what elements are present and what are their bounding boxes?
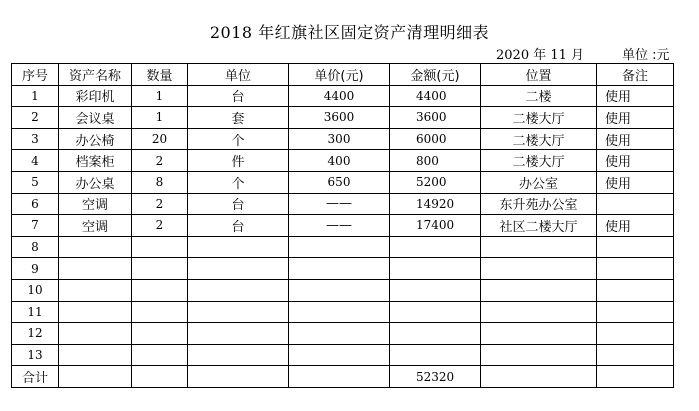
cell-price: [289, 301, 390, 323]
cell-price: 650: [289, 171, 390, 193]
table-row: [12, 236, 674, 258]
cell-amount: [390, 301, 481, 323]
cell-qty: [132, 344, 188, 366]
cell-location: [481, 258, 597, 280]
cell-qty: [132, 258, 188, 280]
cell-price: 3600: [289, 107, 390, 129]
cell-unit: 个: [188, 128, 289, 150]
cell-name: 会议桌: [59, 107, 132, 129]
cell-no: 7: [12, 215, 59, 237]
document-title: 2018 年红旗社区固定资产清理明细表: [209, 23, 490, 42]
cell-no: 2: [12, 107, 59, 129]
cell-qty: 1: [132, 107, 188, 129]
table-row: [12, 193, 674, 215]
cell-amount: [390, 258, 481, 280]
header-cell-price: 单价(元): [289, 64, 390, 86]
cell-no: 5: [12, 171, 59, 193]
cell-unit: [188, 279, 289, 301]
cell-amount: 14920: [390, 193, 481, 215]
cell-amount: 5200: [390, 171, 481, 193]
cell-note: 使用: [597, 107, 674, 129]
cell-qty: 2: [132, 193, 188, 215]
cell-note: [597, 344, 674, 366]
cell-location: 办公室: [481, 171, 597, 193]
total-cell-price: [289, 366, 390, 388]
cell-unit: [188, 301, 289, 323]
cell-note: [597, 258, 674, 280]
cell-note: [597, 323, 674, 345]
cell-no: 8: [12, 236, 59, 258]
table-row: [12, 301, 674, 323]
header-cell-name: 资产名称: [59, 64, 132, 86]
cell-name: 档案柜: [59, 150, 132, 172]
header-cell-no: 序号: [12, 64, 59, 86]
cell-note: 使用: [597, 85, 674, 107]
cell-qty: [132, 301, 188, 323]
total-cell-note: [597, 366, 674, 388]
cell-location: [481, 344, 597, 366]
cell-unit: [188, 344, 289, 366]
cell-price: [289, 236, 390, 258]
cell-note: 使用: [597, 171, 674, 193]
cell-name: 空调: [59, 193, 132, 215]
cell-name: 办公椅: [59, 128, 132, 150]
cell-qty: 2: [132, 215, 188, 237]
header-cell-amount: 金额(元): [390, 64, 481, 86]
cell-unit: 套: [188, 107, 289, 129]
total-cell-unit: [188, 366, 289, 388]
cell-location: [481, 236, 597, 258]
total-row: [12, 366, 674, 388]
table-row: [12, 150, 674, 172]
cell-amount: 17400: [390, 215, 481, 237]
header-cell-location: 位置: [481, 64, 597, 86]
cell-qty: 8: [132, 171, 188, 193]
cell-location: 二楼大厅: [481, 107, 597, 129]
cell-amount: [390, 323, 481, 345]
cell-unit: 台: [188, 85, 289, 107]
cell-name: 办公桌: [59, 171, 132, 193]
cell-location: 社区二楼大厅: [481, 215, 597, 237]
header-cell-unit: 单位: [188, 64, 289, 86]
cell-no: 10: [12, 279, 59, 301]
table-row: [12, 215, 674, 237]
cell-name: 空调: [59, 215, 132, 237]
cell-qty: 1: [132, 85, 188, 107]
cell-note: [597, 279, 674, 301]
cell-note: [597, 236, 674, 258]
table-row: [12, 279, 674, 301]
total-cell-name: [59, 366, 132, 388]
cell-no: 13: [12, 344, 59, 366]
header-cell-qty: 数量: [132, 64, 188, 86]
cell-name: [59, 301, 132, 323]
header-row: [12, 64, 674, 86]
cell-qty: [132, 279, 188, 301]
cell-price: ——: [289, 193, 390, 215]
cell-price: [289, 344, 390, 366]
cell-price: 4400: [289, 85, 390, 107]
cell-qty: [132, 323, 188, 345]
cell-unit: [188, 236, 289, 258]
header-cell-note: 备注: [597, 64, 674, 86]
cell-unit: [188, 323, 289, 345]
cell-no: 6: [12, 193, 59, 215]
cell-name: 彩印机: [59, 85, 132, 107]
total-cell-qty: [132, 366, 188, 388]
cell-amount: [390, 279, 481, 301]
cell-note: 使用: [597, 150, 674, 172]
cell-price: [289, 323, 390, 345]
asset-table: [11, 63, 674, 388]
cell-unit: 件: [188, 150, 289, 172]
cell-name: [59, 344, 132, 366]
cell-location: 东升苑办公室: [481, 193, 597, 215]
cell-note: [597, 193, 674, 215]
cell-amount: 3600: [390, 107, 481, 129]
cell-unit: 个: [188, 171, 289, 193]
table-row: [12, 258, 674, 280]
cell-no: 12: [12, 323, 59, 345]
cell-location: 二楼大厅: [481, 128, 597, 150]
cell-location: 二楼: [481, 85, 597, 107]
cell-price: [289, 279, 390, 301]
cell-price: [289, 258, 390, 280]
cell-amount: 4400: [390, 85, 481, 107]
cell-price: 400: [289, 150, 390, 172]
cell-name: [59, 279, 132, 301]
cell-location: [481, 301, 597, 323]
cell-unit: 台: [188, 215, 289, 237]
total-section: [12, 366, 674, 388]
cell-no: 4: [12, 150, 59, 172]
cell-no: 1: [12, 85, 59, 107]
table-row: [12, 344, 674, 366]
cell-amount: 800: [390, 150, 481, 172]
cell-no: 9: [12, 258, 59, 280]
currency-unit: 单位 :元: [622, 48, 670, 63]
cell-unit: [188, 258, 289, 280]
cell-qty: 2: [132, 150, 188, 172]
cell-qty: 20: [132, 128, 188, 150]
cell-price: 300: [289, 128, 390, 150]
cell-note: [597, 301, 674, 323]
table-row: [12, 323, 674, 345]
cell-location: [481, 323, 597, 345]
cell-note: 使用: [597, 128, 674, 150]
table-row: [12, 171, 674, 193]
cell-amount: [390, 344, 481, 366]
cell-location: 二楼大厅: [481, 150, 597, 172]
table-row: [12, 85, 674, 107]
asset-table-body: [12, 64, 674, 366]
cell-name: [59, 258, 132, 280]
cell-note: 使用: [597, 215, 674, 237]
cell-unit: 台: [188, 193, 289, 215]
table-row: [12, 128, 674, 150]
cell-qty: [132, 236, 188, 258]
cell-no: 3: [12, 128, 59, 150]
cell-amount: 6000: [390, 128, 481, 150]
cell-name: [59, 236, 132, 258]
cell-price: ——: [289, 215, 390, 237]
cell-name: [59, 323, 132, 345]
total-label: 合计: [12, 366, 59, 388]
table-row: [12, 107, 674, 129]
cell-location: [481, 279, 597, 301]
total-cell-location: [481, 366, 597, 388]
cell-amount: [390, 236, 481, 258]
total-amount: 52320: [390, 366, 481, 388]
report-date: 2020 年 11 月: [496, 48, 585, 63]
cell-no: 11: [12, 301, 59, 323]
